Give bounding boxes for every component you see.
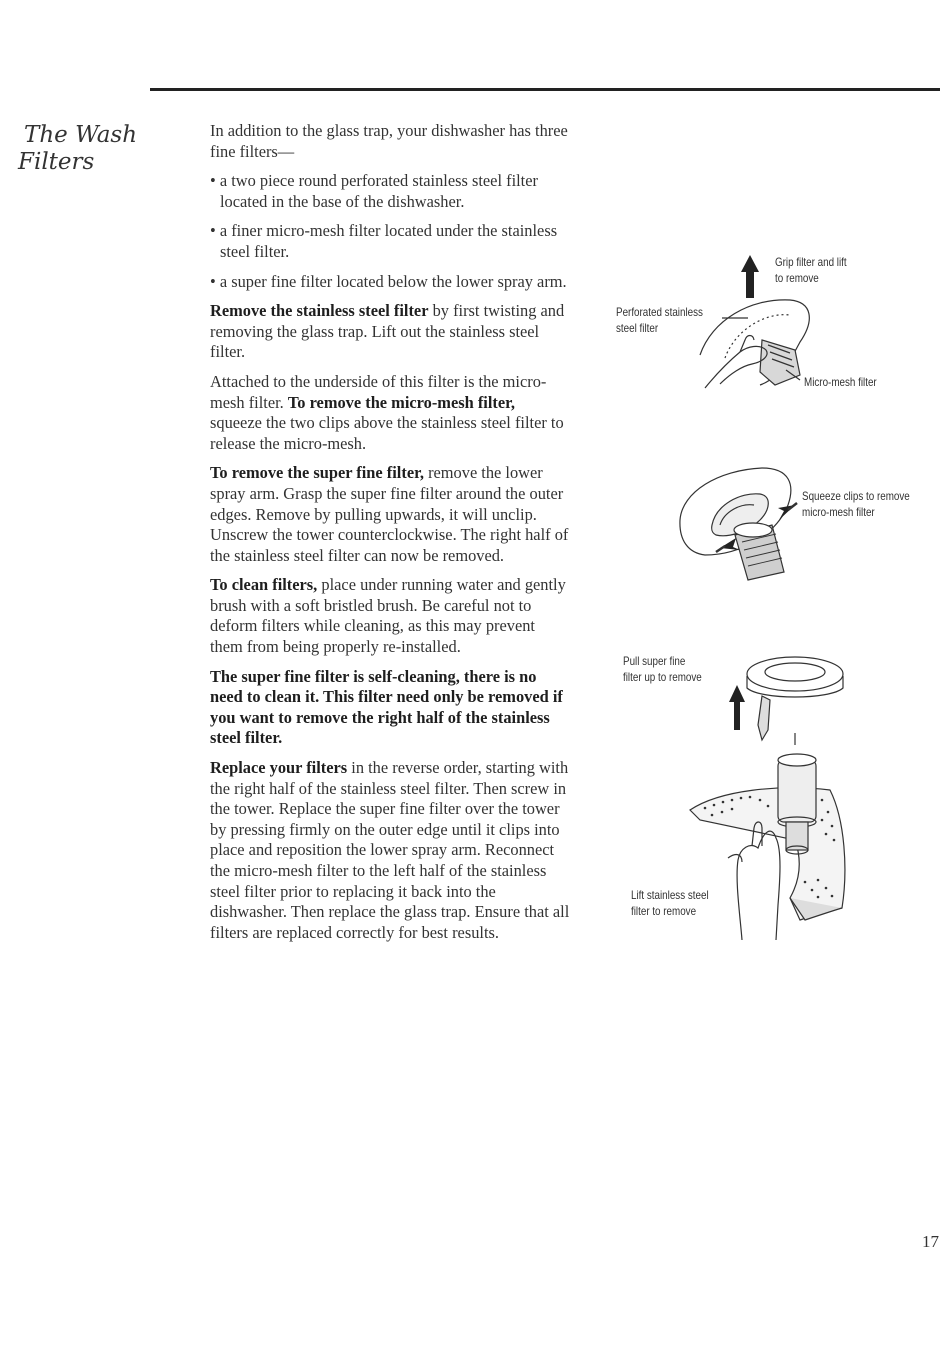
figure-tower-and-filter: [690, 754, 845, 940]
tower: [778, 760, 816, 822]
caption-line: Perforated stainless: [616, 305, 703, 319]
intro-paragraph: In addition to the glass trap, your dishwasher has three fine filters—: [210, 121, 568, 161]
caption-line: filter to remove: [631, 903, 697, 918]
paragraph-text: squeeze the two clips above the stainless steel filter to release the micro-mesh.: [210, 413, 564, 453]
caption-perforated-filter: [616, 305, 703, 336]
caption-lift-steel-filter: [631, 888, 709, 919]
caption-line: steel filter: [616, 320, 659, 335]
hand-outline: [737, 831, 780, 940]
steel-filter-half: [690, 788, 845, 920]
page-number: 17: [922, 1232, 939, 1251]
paragraph-text: Attached to the underside of this filter is the micro-mesh filter.: [210, 371, 547, 412]
up-arrow-icon: [729, 685, 745, 730]
caption-pull-super-fine: [623, 654, 702, 685]
hand-outline: [705, 346, 767, 388]
paragraph-text: in the reverse order, starting with the right half of the stainless steel filter. Then screw in the tower. Replace the super fine filter over the tower by pressing firmly on the outer edge until it clips into place and reposition the lower spray arm. Reconnect the micro-mesh filter to the left half of the stainless steel filter prior to replacing it back into the dishwasher. Then replace the glass trap. Ensure that all filters are replaced correctly for best results.: [210, 758, 570, 942]
up-arrow-icon: [741, 255, 759, 298]
caption-line: filter up to remove: [623, 669, 702, 684]
caption-micro-mesh: [804, 375, 877, 391]
caption-line: Pull super fine: [623, 654, 686, 668]
bullet-item: • a two piece round perforated stainless steel filter located in the base of the dishwasher.: [210, 171, 538, 211]
caption-grip-filter: [775, 255, 847, 286]
caption-line: micro-mesh filter: [802, 504, 875, 519]
paragraph-text: remove the lower spray arm. Grasp the super fine filter around the outer edges. Remove by pulling upwards, it will unclip. Unscrew the tower counterclockwise. The right half of the stainless steel filter can now be removed.: [210, 463, 569, 565]
bold-lead: To remove the micro-mesh filter,: [287, 392, 515, 412]
bullet-item: • a finer micro-mesh filter located under the stainless steel filter.: [210, 221, 558, 261]
bullet-item: • a super fine filter located below the lower spray arm.: [210, 271, 567, 291]
figure-squeeze-clips: [680, 468, 797, 580]
bold-lead: Remove the stainless steel filter: [210, 301, 429, 321]
bold-lead: Replace your filters: [210, 758, 348, 778]
bold-lead: To remove the super fine filter,: [210, 463, 424, 483]
section-title-line-1: The Wash: [24, 122, 138, 148]
bold-note: The super fine filter is self-cleaning, there is no need to clean it. This filter need only be removed if you want to remove the right half of the stainless steel filter.: [210, 666, 563, 748]
caption-line: Lift stainless steel: [631, 888, 709, 902]
caption-line: Micro-mesh filter: [804, 375, 877, 389]
section-title-line-2: Filters: [18, 149, 95, 175]
clip-tab: [758, 696, 770, 740]
super-fine-filter-disc: [747, 657, 843, 691]
figure-super-fine-filter: [729, 657, 843, 745]
caption-line: to remove: [775, 270, 819, 285]
paragraph-text: place under running water and gently brush with a soft bristled brush. Be careful not to deform filters while cleaning, as this may prevent them from being properly re-installed.: [210, 575, 566, 657]
caption-squeeze-clips: [802, 489, 910, 520]
caption-line: Squeeze clips to remove: [802, 489, 910, 503]
bold-lead: To clean filters,: [210, 575, 318, 595]
paragraph-text: by first twisting and removing the glass trap. Lift out the stainless steel filter.: [210, 301, 565, 362]
caption-line: Grip filter and lift: [775, 255, 847, 269]
